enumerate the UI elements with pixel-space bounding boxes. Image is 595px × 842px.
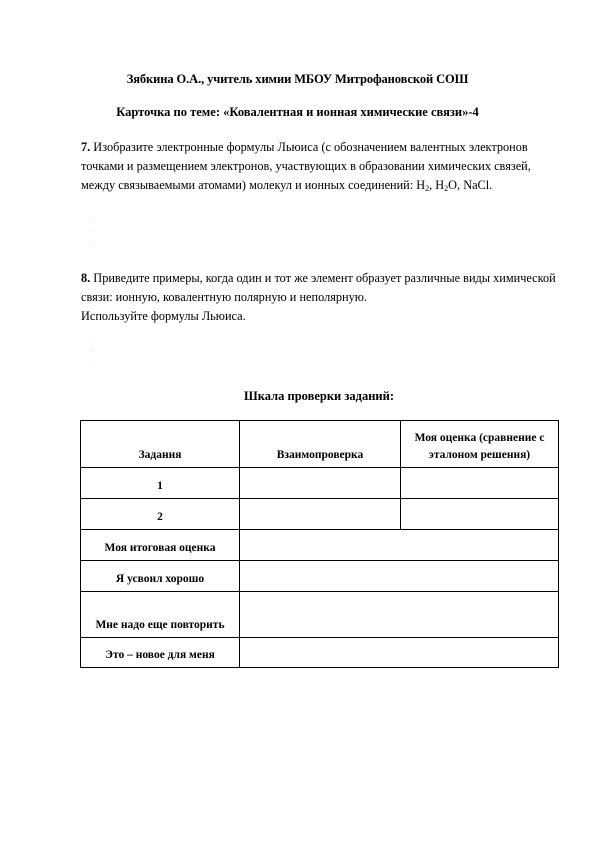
task-7-subscript-1: 2 bbox=[425, 184, 430, 193]
table-row bbox=[81, 638, 559, 668]
header-cell-my-grade: Моя оценка (сравнение с эталоном решения) bbox=[401, 421, 559, 468]
task-8-line-2: Используйте формулы Льюиса. bbox=[81, 309, 246, 323]
my-grade-cell[interactable] bbox=[401, 468, 559, 499]
summary-label-cell: Я усвоил хорошо bbox=[81, 561, 240, 592]
summary-value-cell[interactable] bbox=[240, 530, 559, 561]
task-7 bbox=[81, 138, 561, 195]
table-row bbox=[81, 561, 559, 592]
summary-value-cell[interactable] bbox=[240, 638, 559, 668]
table-row bbox=[81, 499, 559, 530]
paragraph-mark: · bbox=[92, 228, 94, 234]
task-7-text-mid: , H bbox=[429, 178, 445, 192]
peer-review-cell[interactable] bbox=[240, 499, 401, 530]
summary-label-cell: Мне надо еще повторить bbox=[81, 592, 240, 638]
task-7-text: Изобразите электронные формулы Льюиса (с обозначением валентных электронов точками и размещением электронов, участвующих в образовании химических связей, между связываемыми атомами) молекул и ионных соединений: H bbox=[81, 140, 531, 192]
assessment-table bbox=[80, 420, 559, 668]
card-title: Карточка по теме: «Ковалентная и ионная химические связи»-4 bbox=[116, 105, 479, 119]
summary-value-cell[interactable] bbox=[240, 561, 559, 592]
summary-label-cell: Это – новое для меня bbox=[81, 638, 240, 668]
task-8-number: 8. bbox=[81, 271, 91, 285]
table-row bbox=[81, 530, 559, 561]
peer-review-cell[interactable] bbox=[240, 468, 401, 499]
task-number-cell: 2 bbox=[81, 499, 240, 530]
task-number-cell: 1 bbox=[81, 468, 240, 499]
paragraph-mark: · bbox=[92, 361, 94, 367]
task-7-subscript-2: 2 bbox=[444, 184, 449, 193]
my-grade-cell[interactable] bbox=[401, 499, 559, 530]
table-row bbox=[81, 592, 559, 638]
task-8 bbox=[81, 269, 561, 326]
paragraph-mark: · bbox=[92, 240, 94, 246]
summary-label-cell: Моя итоговая оценка bbox=[81, 530, 240, 561]
paragraph-mark: · bbox=[92, 216, 94, 222]
task-7-number: 7. bbox=[81, 140, 91, 154]
header-cell-tasks: Задания bbox=[81, 421, 240, 468]
header-cell-peer-review: Взаимопроверка bbox=[240, 421, 401, 468]
scale-title: Шкала проверки заданий: bbox=[244, 389, 394, 403]
paragraph-mark: · bbox=[92, 349, 94, 355]
table-row bbox=[81, 468, 559, 499]
task-8-text: Приведите примеры, когда один и тот же элемент образует различные виды химической связи: ионную, ковалентную полярную и неполярную. bbox=[81, 271, 556, 304]
paragraph-mark: · bbox=[92, 337, 94, 343]
summary-value-cell[interactable] bbox=[240, 592, 559, 638]
task-7-text-end: O, NaCl. bbox=[448, 178, 493, 192]
table-header-row bbox=[81, 421, 559, 468]
author-line: Зябкина О.А., учитель химии МБОУ Митрофановской СОШ bbox=[126, 72, 469, 86]
